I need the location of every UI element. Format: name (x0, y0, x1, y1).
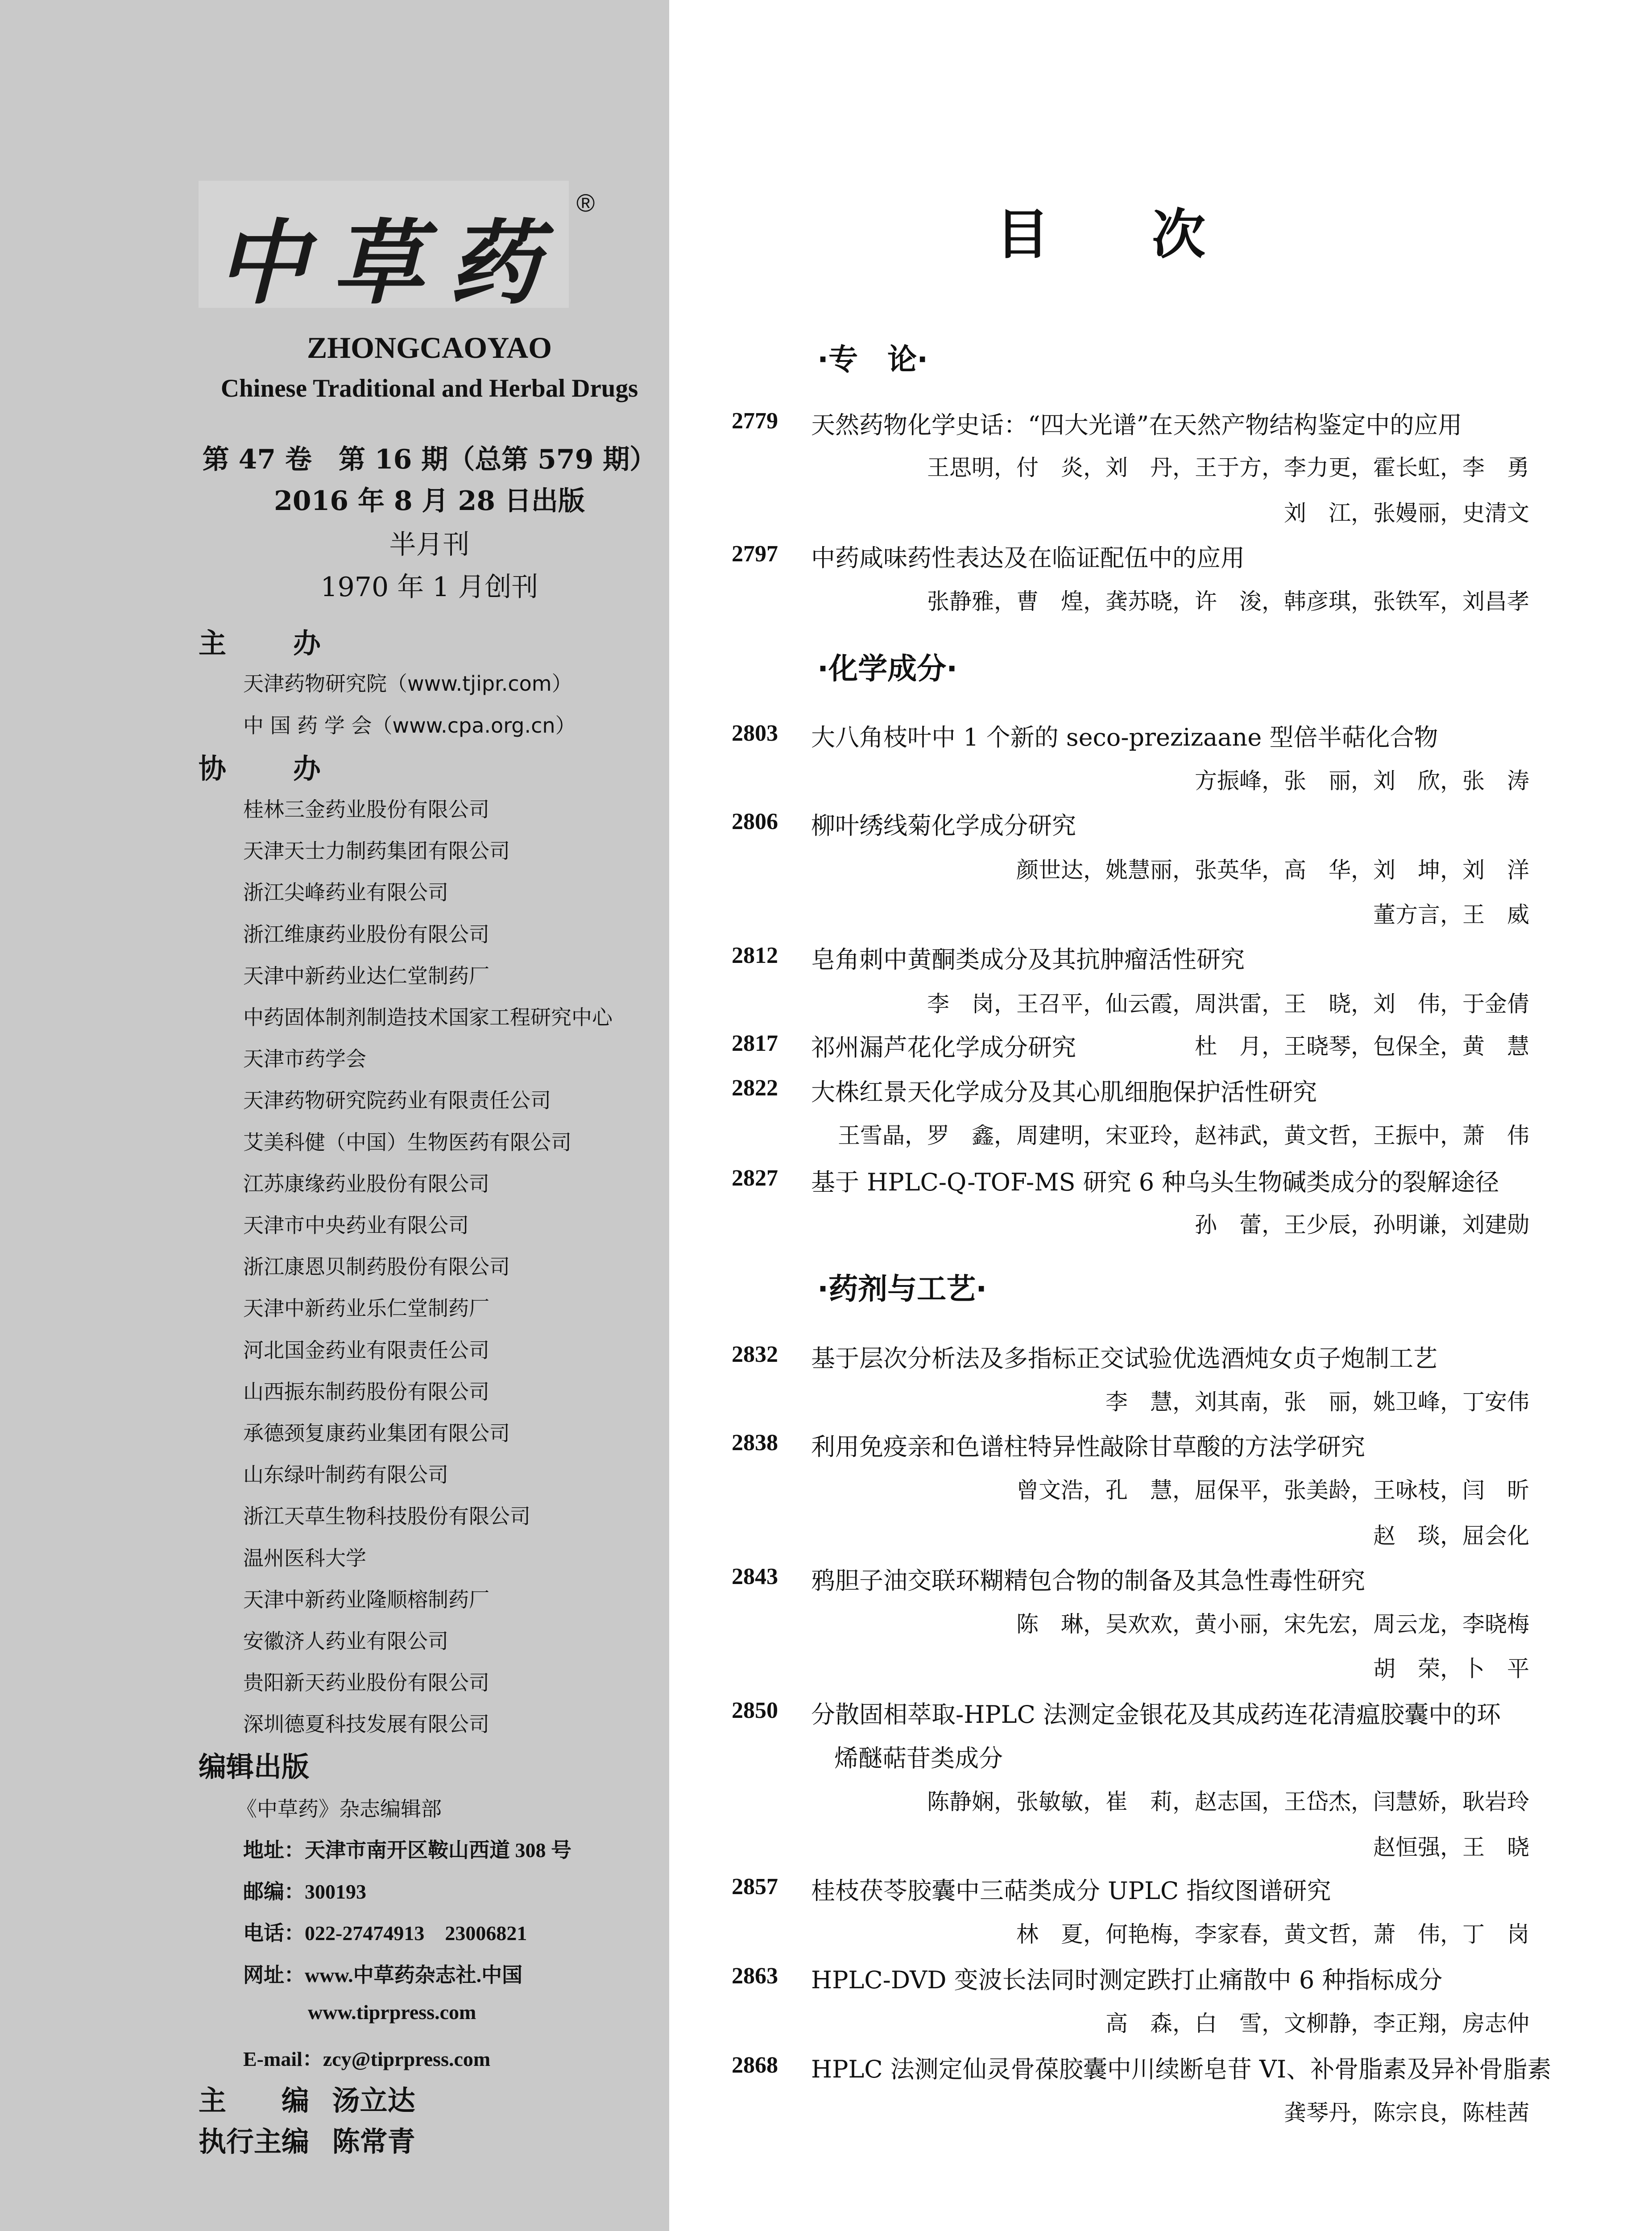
chief-editor-name: 汤立达 (332, 2084, 415, 2117)
cosponsor-item: 山西振东制药股份有限公司 (243, 1379, 489, 1404)
publish-date: 2016 年 8 月 28 日出版 (274, 485, 585, 517)
cosponsor-item: 天津药物研究院药业有限责任公司 (243, 1088, 551, 1113)
category-heading: ·药剂与工艺· (817, 1272, 987, 1306)
website-2: www.tiprpress.com (308, 2001, 476, 2024)
issue-info: 第 47 卷 第 16 期（总第 579 期） (202, 444, 657, 475)
entry-authors: 杜 月，王晓琴，包保全，黄 慧 (1195, 1033, 1529, 1059)
entry-authors: 王雪晶，罗 鑫，周建明，宋亚玲，赵祎武，黄文哲，王振中，萧 伟 (838, 1123, 1529, 1149)
cosponsor-item: 天津中新药业乐仁堂制药厂 (243, 1296, 489, 1321)
entry-authors: 刘 江，张嫚丽，史清文 (1284, 500, 1529, 526)
journal-logo (199, 181, 569, 317)
entry-page-number: 2850 (732, 1698, 778, 1723)
entry-page-number: 2868 (732, 2053, 778, 2078)
cosponsor-heading (199, 746, 321, 786)
entry-authors: 董方言，王 威 (1373, 902, 1529, 928)
entry-title: 中药咸味药性表达及在临证配伍中的应用 (811, 544, 1245, 572)
entry-title: 皂角刺中黄酮类成分及其抗肿瘤活性研究 (811, 945, 1245, 974)
entry-title: 天然药物化学史话：“四大光谱”在天然产物结构鉴定中的应用 (811, 411, 1462, 439)
entry-authors: 曾文浩，孔 慧，屈保平，张美龄，王咏枝，闫 昕 (1016, 1477, 1529, 1503)
entry-authors: 林 夏，何艳梅，李家春，黄文哲，萧 伟，丁 岗 (1016, 1921, 1529, 1947)
entry-authors: 李 慧，刘其南，张 丽，姚卫峰，丁安伟 (1105, 1389, 1529, 1415)
sponsor-heading-char1: 主 (199, 627, 227, 659)
entry-page-number: 2803 (732, 721, 778, 746)
chief-editor-row (199, 2078, 415, 2118)
founded-date: 1970 年 1 月创刊 (320, 572, 538, 603)
phone: 电话：022-27474913 23006821 (243, 1922, 527, 1945)
entry-authors: 陈静娴，张敏敏，崔 莉，赵志国，王岱杰，闫慧娇，耿岩玲 (927, 1789, 1529, 1815)
exec-editor-label: 执行主编 (199, 2125, 310, 2158)
category-heading: ·化学成分· (817, 651, 958, 686)
exec-editor-name: 陈常青 (332, 2125, 415, 2158)
email: E-mail：zcy@tiprpress.com (243, 2048, 491, 2070)
entry-authors: 李 岗，王召平，仙云霞，周洪雷，王 晓，刘 伟，于金倩 (927, 991, 1529, 1017)
cosponsor-item: 中药固体制剂制造技术国家工程研究中心 (243, 1005, 613, 1029)
cosponsor-item: 天津市中央药业有限公司 (243, 1213, 469, 1237)
entry-title: 桂枝茯苓胶囊中三萜类成分 UPLC 指纹图谱研究 (811, 1877, 1331, 1905)
entry-title: 大株红景天化学成分及其心肌细胞保护活性研究 (811, 1078, 1317, 1106)
cosponsor-item: 天津天士力制药集团有限公司 (243, 839, 510, 863)
cosponsor-item: 桂林三金药业股份有限公司 (243, 797, 489, 821)
entry-title: 基于层次分析法及多指标正交试验优选酒炖女贞子炮制工艺 (811, 1344, 1437, 1373)
entry-title: 柳叶绣线菊化学成分研究 (811, 812, 1076, 840)
entry-page-number: 2779 (732, 408, 778, 434)
entry-title: 利用免疫亲和色谱柱特异性敲除甘草酸的方法学研究 (811, 1433, 1365, 1461)
entry-page-number: 2832 (732, 1342, 778, 1367)
exec-editor-row (199, 2119, 415, 2159)
entry-page-number: 2857 (732, 1874, 778, 1899)
cosponsor-item: 天津市药学会 (243, 1047, 366, 1071)
entry-authors: 孙 蕾，王少辰，孙明谦，刘建勋 (1195, 1212, 1529, 1238)
entry-authors: 颜世达，姚慧丽，张英华，高 华，刘 坤，刘 洋 (1016, 857, 1529, 883)
sponsor-item: 天津药物研究院（www.tjipr.com） (243, 672, 572, 696)
frequency: 半月刊 (389, 529, 470, 560)
registered-mark: ® (576, 189, 595, 217)
entry-page-number: 2843 (732, 1564, 778, 1589)
journal-subtitle-en: Chinese Traditional and Herbal Drugs (220, 374, 638, 402)
journal-name-block (0, 330, 660, 365)
cosponsor-heading-char1: 协 (199, 752, 227, 785)
cosponsor-item: 浙江尖峰药业有限公司 (243, 880, 448, 905)
category-heading: ·专 论· (817, 342, 928, 377)
entry-title-continued: 烯醚萜苷类成分 (834, 1744, 1003, 1772)
entry-page-number: 2806 (732, 809, 778, 834)
cosponsor-item: 江苏康缘药业股份有限公司 (243, 1171, 489, 1196)
entry-authors: 张静雅，曹 煌，龚苏晓，许 浚，韩彦琪，张铁军，刘昌孝 (927, 589, 1529, 614)
entry-page-number: 2817 (732, 1031, 778, 1056)
entry-title: 祁州漏芦花化学成分研究 (811, 1033, 1076, 1062)
editorial-heading: 编辑出版 (199, 1750, 310, 1783)
sponsor-item: 中 国 药 学 会（www.cpa.org.cn） (243, 713, 576, 738)
entry-authors: 龚琴丹，陈宗良，陈桂茜 (1284, 2100, 1529, 2126)
entry-page-number: 2797 (732, 541, 778, 567)
cosponsor-item: 河北国金药业有限责任公司 (243, 1338, 489, 1362)
cosponsor-item: 贵阳新天药业股份有限公司 (243, 1671, 489, 1695)
cosponsor-item: 天津中新药业达仁堂制药厂 (243, 963, 489, 988)
entry-page-number: 2822 (732, 1075, 778, 1101)
cosponsor-item: 深圳德夏科技发展有限公司 (243, 1712, 489, 1737)
cosponsor-item: 浙江康恩贝制药股份有限公司 (243, 1255, 510, 1279)
journal-name-en: ZHONGCAOYAO (306, 331, 552, 365)
postcode: 邮编：300193 (243, 1880, 366, 1903)
entry-authors: 王思明，付 炎，刘 丹，王于方，李力更，霍长虹，李 勇 (927, 455, 1529, 481)
cosponsor-item: 温州医科大学 (243, 1546, 366, 1570)
entry-page-number: 2827 (732, 1165, 778, 1191)
entry-page-number: 2838 (732, 1430, 778, 1456)
entry-title: HPLC 法测定仙灵骨葆胶囊中川续断皂苷 VI、补骨脂素及异补骨脂素 (811, 2055, 1552, 2083)
entry-authors: 高 森，白 雪，文柳静，李正翔，房志仲 (1105, 2011, 1529, 2036)
cosponsor-item: 山东绿叶制药有限公司 (243, 1463, 448, 1487)
entry-page-number: 2812 (732, 943, 778, 968)
entry-authors: 赵恒强，王 晓 (1373, 1834, 1529, 1860)
entry-authors: 赵 琰，屈会化 (1373, 1523, 1529, 1549)
website: 网址：www.中草药杂志社.中国 (243, 1964, 523, 1986)
cosponsor-item: 浙江天草生物科技股份有限公司 (243, 1504, 530, 1529)
cosponsor-item: 天津中新药业隆顺榕制药厂 (243, 1587, 489, 1612)
cosponsor-item: 艾美科健（中国）生物医药有限公司 (243, 1130, 571, 1154)
cosponsor-item: 安徽济人药业有限公司 (243, 1629, 448, 1653)
address: 地址：天津市南开区鞍山西道 308 号 (243, 1839, 571, 1862)
toc-title: 目次 (996, 204, 1308, 266)
entry-title: 大八角枝叶中 1 个新的 seco-prezizaane 型倍半萜化合物 (811, 723, 1438, 751)
entry-title: 分散固相萃取-HPLC 法测定金银花及其成药连花清瘟胶囊中的环 (811, 1700, 1501, 1729)
sponsor-heading (199, 621, 321, 661)
entry-title: 鸦胆子油交联环糊精包合物的制备及其急性毒性研究 (811, 1567, 1365, 1595)
cosponsor-heading-char2: 办 (293, 752, 321, 785)
entry-authors: 胡 荣，卜 平 (1373, 1656, 1529, 1682)
sponsor-heading-char2: 办 (293, 627, 321, 659)
entry-title: 基于 HPLC-Q-TOF-MS 研究 6 种乌头生物碱类成分的裂解途径 (811, 1168, 1499, 1196)
logo-text: 中草药 (216, 210, 564, 317)
chief-editor-label: 主 编 (199, 2084, 310, 2117)
entry-authors: 陈 琳，吴欢欢，黄小丽，宋先宏，周云龙，李晓梅 (1016, 1611, 1529, 1637)
entry-page-number: 2863 (732, 1963, 778, 1989)
entry-authors: 方振峰，张 丽，刘 欣，张 涛 (1195, 768, 1529, 794)
editorial-dept: 《中草药》杂志编辑部 (236, 1797, 442, 1821)
cosponsor-item: 承德颈复康药业集团有限公司 (243, 1421, 510, 1445)
entry-title: HPLC-DVD 变波长法同时测定跌打止痛散中 6 种指标成分 (811, 1966, 1443, 1994)
cosponsor-item: 浙江维康药业股份有限公司 (243, 922, 489, 946)
